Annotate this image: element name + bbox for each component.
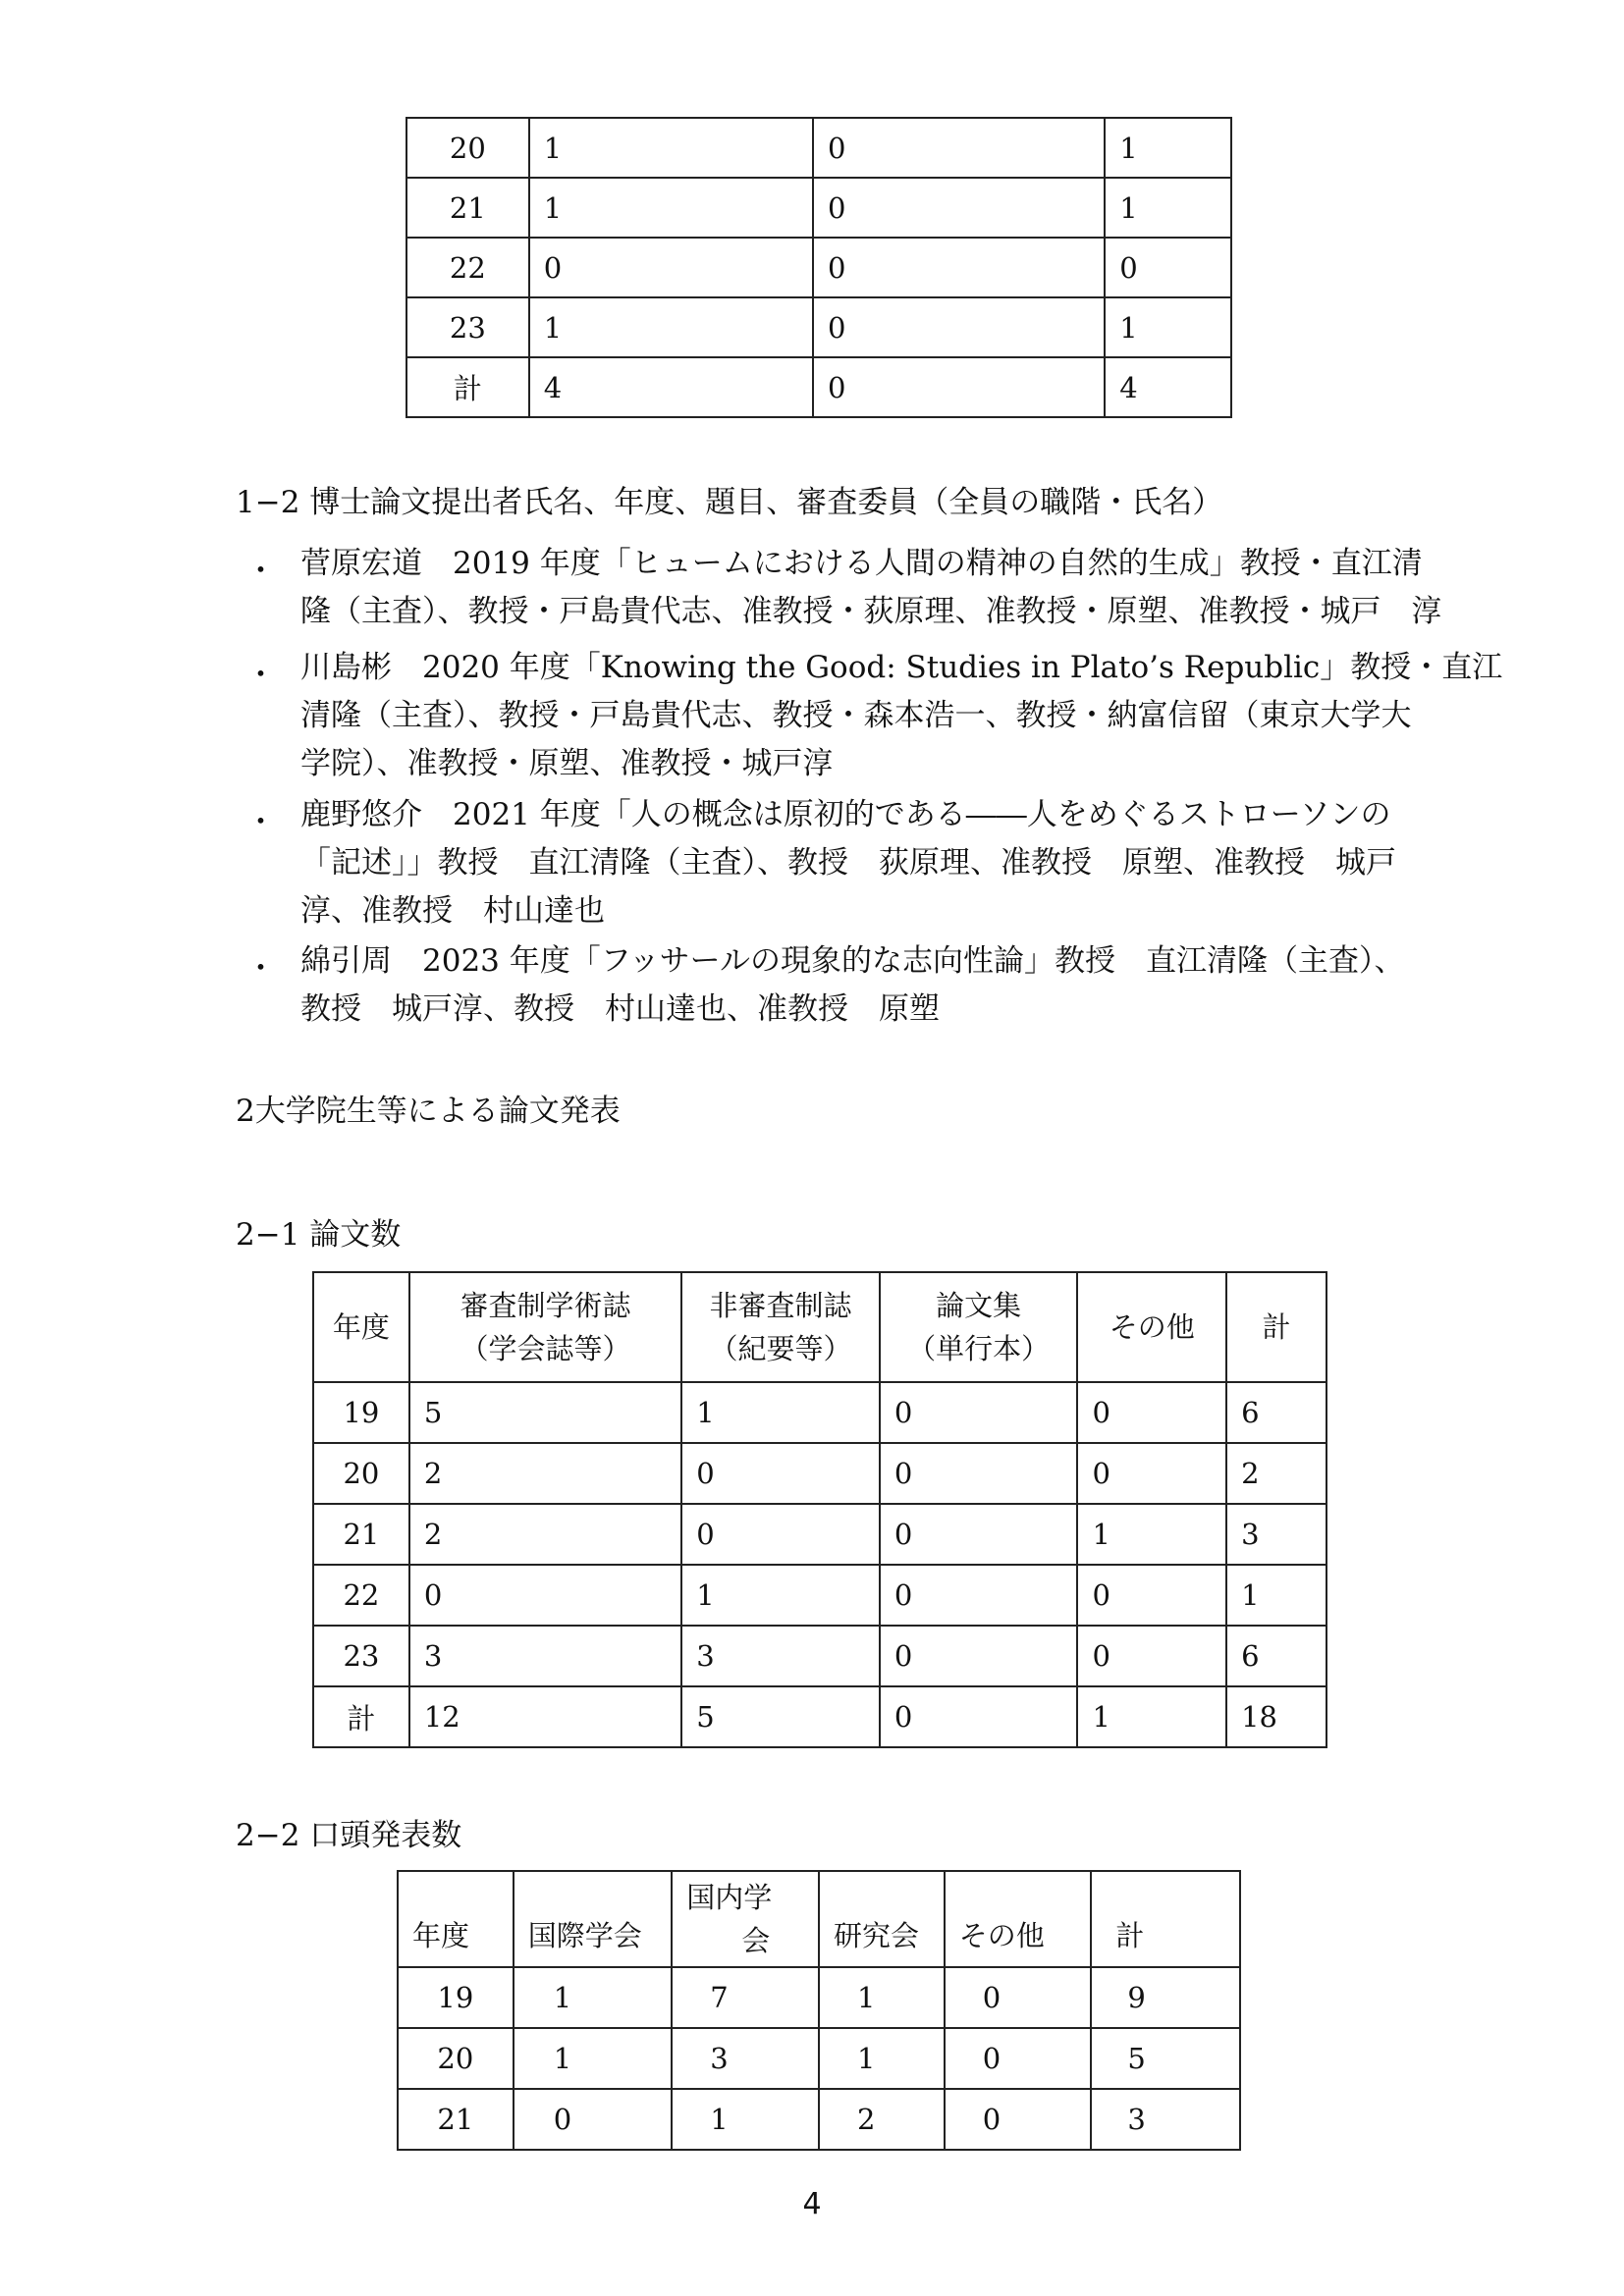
table-cell: 0 [1077, 1443, 1226, 1504]
table-cell: 0 [813, 118, 1105, 178]
table-cell: 計 [406, 357, 529, 417]
table-row [313, 1504, 1326, 1565]
table-cell: 1 [1105, 297, 1231, 357]
table-cell: 2 [819, 2089, 945, 2150]
table-cell: 0 [1077, 1626, 1226, 1686]
table-cell: 5 [409, 1382, 681, 1443]
paper-count-table [312, 1271, 1327, 1748]
table-cell: 1 [529, 297, 813, 357]
section-heading-2-1: 2−1 論文数 [236, 1217, 402, 1253]
table-cell: 22 [313, 1565, 409, 1626]
table-header-cell [1077, 1272, 1226, 1382]
bullet-mark: ・ [245, 658, 276, 693]
table-cell: 1 [819, 2028, 945, 2089]
table-cell: 18 [1226, 1686, 1326, 1747]
entry-line: 川島彬 2020 年度「Knowing the Good: Studies in Plato’s Republic」教授・直江 [300, 650, 1503, 685]
bullet-mark: ・ [245, 951, 276, 987]
entry-line: 淳、准教授 村山達也 [300, 893, 605, 929]
table-cell: 21 [398, 2089, 514, 2150]
table-header-cell [681, 1272, 880, 1382]
table-cell: 3 [409, 1626, 681, 1686]
entry-line: 「記述」」教授 直江清隆（主査）、教授 荻原理、准教授 原塑、准教授 城戸 [300, 845, 1396, 881]
table-cell: 23 [406, 297, 529, 357]
header-line: （学会誌等） [460, 1332, 631, 1365]
table-cell: 0 [945, 2028, 1092, 2089]
table-cell: 1 [1226, 1565, 1326, 1626]
table-cell: 0 [880, 1686, 1078, 1747]
table-cell: 0 [813, 238, 1105, 297]
table-cell: 3 [1226, 1504, 1326, 1565]
table-header-cell [313, 1272, 409, 1382]
table-cell: 6 [1226, 1382, 1326, 1443]
table-header-cell [409, 1272, 681, 1382]
table-cell: 0 [880, 1443, 1078, 1504]
table-cell: 2 [409, 1504, 681, 1565]
table-cell: 23 [313, 1626, 409, 1686]
header-year: 年度 [398, 1871, 514, 1967]
entry-line: 教授 城戸淳、教授 村山達也、准教授 原塑 [300, 991, 940, 1027]
table-cell: 0 [880, 1504, 1078, 1565]
table-cell: 0 [813, 178, 1105, 238]
table-cell: 1 [1105, 178, 1231, 238]
table-cell: 計 [313, 1686, 409, 1747]
table-header-cell [1226, 1272, 1326, 1382]
table-cell: 12 [409, 1686, 681, 1747]
table-cell: 0 [945, 1967, 1092, 2028]
header-domestic [672, 1871, 819, 1967]
table-cell: 1 [672, 2089, 819, 2150]
table-row [313, 1686, 1326, 1747]
table-cell: 20 [313, 1443, 409, 1504]
header-line: その他 [1109, 1310, 1195, 1344]
table-cell: 0 [880, 1565, 1078, 1626]
table-cell: 21 [313, 1504, 409, 1565]
table-row [406, 357, 1231, 417]
table-cell: 20 [406, 118, 529, 178]
section-heading-2: 2大学院生等による論文発表 [236, 1094, 621, 1129]
dissertation-entry [300, 540, 1442, 636]
entry-line: 清隆（主査）、教授・戸島貴代志、教授・森本浩一、教授・納富信留（東京大学大 [300, 698, 1412, 733]
entry-line: 鹿野悠介 2021 年度「人の概念は原初的である――人をめぐるストローソンの [300, 797, 1391, 832]
table-cell: 1 [681, 1565, 880, 1626]
table-row [406, 297, 1231, 357]
table-cell: 0 [813, 357, 1105, 417]
header-domestic-line1: 国内学 [686, 1881, 773, 1914]
table-cell: 0 [880, 1626, 1078, 1686]
entry-line: 学院）、准教授・原塑、准教授・城戸淳 [300, 746, 834, 781]
header-domestic-line2: 会 [741, 1924, 771, 1957]
header-line: 審査制学術誌 [460, 1289, 631, 1322]
table-cell: 0 [681, 1443, 880, 1504]
table-cell: 4 [1105, 357, 1231, 417]
dissertation-entry [300, 644, 1502, 788]
table-cell: 9 [1091, 1967, 1240, 2028]
section-heading-2-2: 2−2 口頭発表数 [236, 1818, 462, 1853]
table-cell: 1 [1105, 118, 1231, 178]
table-cell: 0 [409, 1565, 681, 1626]
header-line: 論文集 [936, 1289, 1022, 1322]
table-cell: 4 [529, 357, 813, 417]
table-cell: 1 [819, 1967, 945, 2028]
entry-line: 綿引周 2023 年度「フッサールの現象的な志向性論」教授 直江清隆（主査）、 [300, 943, 1405, 979]
header-total: 計 [1091, 1871, 1240, 1967]
header-line: （単行本） [907, 1332, 1051, 1365]
table-header-row [313, 1272, 1326, 1382]
table-cell: 1 [514, 2028, 673, 2089]
table-cell: 19 [398, 1967, 514, 2028]
table-cell: 2 [1226, 1443, 1326, 1504]
table-row [398, 2028, 1240, 2089]
table-row [406, 238, 1231, 297]
table-cell: 20 [398, 2028, 514, 2089]
table-cell: 0 [813, 297, 1105, 357]
table-cell: 1 [681, 1382, 880, 1443]
header-international: 国際学会 [514, 1871, 673, 1967]
table-cell: 0 [1105, 238, 1231, 297]
table-cell: 0 [529, 238, 813, 297]
bullet-mark: ・ [245, 805, 276, 840]
table-cell: 0 [880, 1382, 1078, 1443]
page-number: 4 [802, 2187, 822, 2221]
degree-table-continued [406, 117, 1232, 418]
header-line: 年度 [332, 1310, 390, 1344]
table-cell: 1 [529, 178, 813, 238]
table-cell: 0 [1077, 1565, 1226, 1626]
table-row [398, 2089, 1240, 2150]
header-line: 計 [1262, 1310, 1291, 1344]
table-cell: 7 [672, 1967, 819, 2028]
table-row [406, 118, 1231, 178]
table-cell: 1 [529, 118, 813, 178]
table-cell: 19 [313, 1382, 409, 1443]
table-row [313, 1565, 1326, 1626]
table-cell: 6 [1226, 1626, 1326, 1686]
header-line: 非審査制誌 [709, 1289, 852, 1322]
entry-line: 菅原宏道 2019 年度「ヒュームにおける人間の精神の自然的生成」教授・直江清 [300, 546, 1423, 581]
oral-presentation-table [397, 1870, 1241, 2151]
header-study-group: 研究会 [819, 1871, 945, 1967]
table-cell: 1 [514, 1967, 673, 2028]
header-line: （紀要等） [709, 1332, 852, 1365]
table-cell: 22 [406, 238, 529, 297]
table-cell: 0 [681, 1504, 880, 1565]
table-row [313, 1626, 1326, 1686]
header-other: その他 [945, 1871, 1092, 1967]
bullet-mark: ・ [245, 554, 276, 589]
table-header-cell [880, 1272, 1078, 1382]
table-cell: 1 [1077, 1504, 1226, 1565]
table-cell: 3 [1091, 2089, 1240, 2150]
table-cell: 3 [681, 1626, 880, 1686]
table-cell: 1 [1077, 1686, 1226, 1747]
section-heading-1-2: 1−2 博士論文提出者氏名、年度、題目、審査委員（全員の職階・氏名） [236, 485, 1223, 520]
table-cell: 2 [409, 1443, 681, 1504]
table-row [406, 178, 1231, 238]
table-cell: 0 [514, 2089, 673, 2150]
table-cell: 0 [945, 2089, 1092, 2150]
table-cell: 3 [672, 2028, 819, 2089]
table-cell: 0 [1077, 1382, 1226, 1443]
table-row [313, 1382, 1326, 1443]
dissertation-entry [300, 937, 1404, 1034]
table-cell: 21 [406, 178, 529, 238]
entry-line: 隆（主査）、教授・戸島貴代志、准教授・荻原理、准教授・原塑、准教授・城戸 淳 [300, 594, 1442, 629]
table-row [398, 1967, 1240, 2028]
table-row [313, 1443, 1326, 1504]
table-cell: 5 [1091, 2028, 1240, 2089]
table-cell: 5 [681, 1686, 880, 1747]
dissertation-entry [300, 791, 1396, 935]
